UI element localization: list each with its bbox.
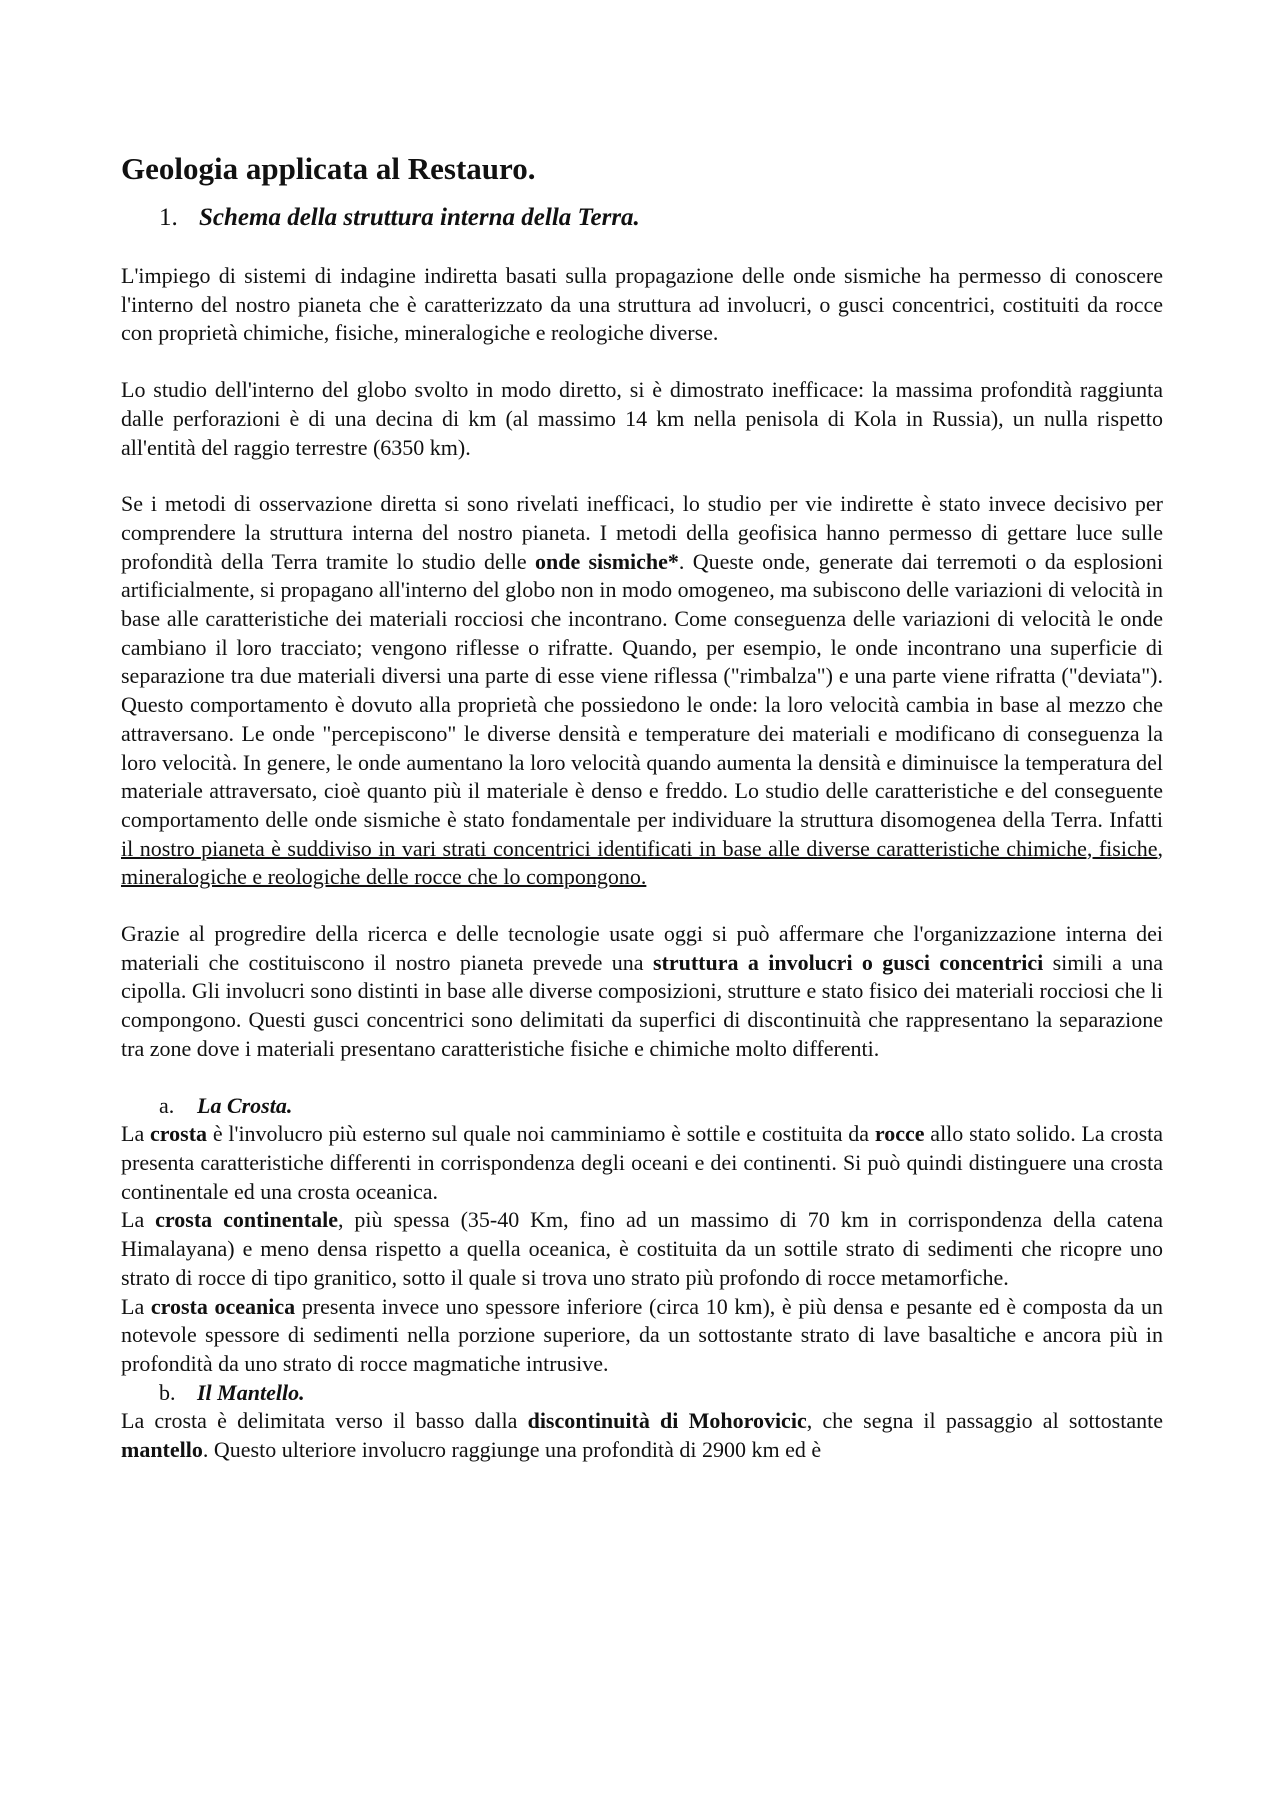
text-run: , più spessa (35-40 Km, fino ad un massimo di 70 km in corrispondenza della catena Himalayana) e meno densa rispetto a quella oceanica, è costituita da un sottile strato di sedimenti che ricopre uno strato di rocce di tipo granitico, sotto il quale si trova uno strato più profondo di rocce metamorfiche. xyxy=(121,1207,1163,1290)
paragraph-3 xyxy=(121,490,1163,892)
paragraph-1: L'impiego di sistemi di indagine indiretta basati sulla propagazione delle onde sismiche ha permesso di conoscere l'interno del nostro pianeta che è caratterizzato da una struttura ad involucri, o gusci concentrici, costituiti da rocce con proprietà chimiche, fisiche, mineralogiche e reologiche diverse. xyxy=(121,263,1163,346)
subsection-letter: b. xyxy=(159,1379,176,1405)
bold-term-struttura: struttura a involucri o gusci concentrici xyxy=(652,949,1044,975)
text-run: allo stato solido. La crosta presenta caratteristiche differenti in corrispondenza degli oceani e dei continenti. Si può quindi distinguere una crosta continentale ed una crosta oceanica. xyxy=(121,1121,1164,1204)
bold-term-mantello: mantello xyxy=(121,1437,203,1463)
paragraph-crosta xyxy=(121,1120,1163,1206)
paragraph-crosta-continentale xyxy=(121,1206,1163,1292)
paragraph-mantello xyxy=(121,1407,1163,1464)
bold-term-mohorovicic: discontinuità di Mohorovicic xyxy=(527,1408,807,1434)
text-run: La xyxy=(121,1207,156,1233)
text-run: La xyxy=(121,1293,151,1319)
text-run: La crosta è delimitata verso il basso dalla xyxy=(121,1408,528,1434)
document-page xyxy=(121,150,1163,1465)
section-number: 1. xyxy=(159,204,178,231)
text-run: è l'involucro più esterno sul quale noi camminiamo è sottile e costituita da xyxy=(207,1121,875,1147)
subsection-heading-a xyxy=(159,1092,1163,1121)
paragraph-crosta-oceanica xyxy=(121,1293,1163,1379)
underlined-text: il nostro pianeta è suddiviso in vari strati concentrici identificati in base alle diverse caratteristiche chimiche, fisiche, mineralogiche e reologiche delle rocce che lo compongono. xyxy=(121,835,1163,890)
document-title: Geologia applicata al Restauro. xyxy=(121,151,536,186)
bold-term-crosta-continentale: crosta continentale xyxy=(155,1207,338,1233)
text-run: simili a una cipolla. Gli involucri sono distinti in base alle diverse composizioni, strutture e stato fisico dei materiali rocciosi che li compongono. Questi gusci concentrici sono delimitati da superfici di discontinuità che rappresentano la separazione tra zone dove i materiali presentano caratteristiche fisiche e chimiche molto differenti. xyxy=(121,949,1163,1061)
bold-term-rocce: rocce xyxy=(874,1121,925,1147)
bold-term-crosta-oceanica: crosta oceanica xyxy=(150,1293,296,1319)
text-run: . Queste onde, generate dai terremoti o da esplosioni artificialmente, si propagano all'interno del globo non in modo omogeneo, ma subiscono delle variazioni di velocità in base alle caratteristiche dei materiali rocciosi che incontrano. Come conseguenza delle variazioni di velocità le onde cambiano il loro tracciato; vengono riflesse o rifratte. Quando, per esempio, le onde incontrano una superficie di separazione tra due materiali diversi una parte di esse viene riflessa ("rimbalza") e una parte viene rifratta ("deviata"). Questo comportamento è dovuto alla proprietà che possiedono le onde: la loro velocità cambia in base al mezzo che attraversano. Le onde "percepiscono" le diverse densità e temperature dei materiali e modificano di conseguenza la loro velocità. In genere, le onde aumentano la loro velocità quando aumenta la densità e diminuisce la temperatura del materiale attraversato, cioè quanto più il materiale è denso e freddo. Lo studio delle caratteristiche e del conseguente comportamento delle onde sismiche è stato fondamentale per individuare la struttura disomogenea della Terra. Infatti xyxy=(121,548,1163,832)
subsection-title: La Crosta. xyxy=(197,1092,293,1118)
section-heading-1 xyxy=(159,202,1163,234)
text-run: presenta invece uno spessore inferiore (circa 10 km), è più densa e pesante ed è composta da un notevole spessore di sedimenti nella porzione superiore, da un sottostante strato di lave basaltiche e ancora più in profondità da uno strato di rocce magmatiche intrusive. xyxy=(121,1293,1164,1376)
text-run: . Questo ulteriore involucro raggiunge una profondità di 2900 km ed è xyxy=(202,1437,822,1463)
text-run: Grazie al progredire della ricerca e delle tecnologie usate oggi si può affermare che l'organizzazione interna dei materiali che costituiscono il nostro pianeta prevede una xyxy=(121,921,1163,975)
text-run: La xyxy=(121,1121,150,1147)
subsection-heading-b xyxy=(159,1379,1163,1408)
subsection-letter: a. xyxy=(159,1092,175,1118)
bold-term-onde-sismiche: onde sismiche* xyxy=(534,548,679,574)
subsection-title: Il Mantello. xyxy=(197,1379,305,1405)
section-title: Schema della struttura interna della Terra. xyxy=(199,204,640,231)
paragraph-2: Lo studio dell'interno del globo svolto in modo diretto, si è dimostrato inefficace: la massima profondità raggiunta dalle perforazioni è di una decina di km (al massimo 14 km nella penisola di Kola in Russia), un nulla rispetto all'entità del raggio terrestre (6350 km). xyxy=(121,377,1163,460)
text-run: Se i metodi di osservazione diretta si sono rivelati inefficaci, lo studio per vie indirette è stato invece decisivo per comprendere la struttura interna del nostro pianeta. I metodi della geofisica hanno permesso di gettare luce sulle profondità della Terra tramite lo studio delle xyxy=(121,491,1163,574)
bold-term-crosta: crosta xyxy=(150,1121,208,1147)
text-run: , che segna il passaggio al sottostante xyxy=(806,1408,1163,1434)
paragraph-4 xyxy=(121,920,1163,1064)
